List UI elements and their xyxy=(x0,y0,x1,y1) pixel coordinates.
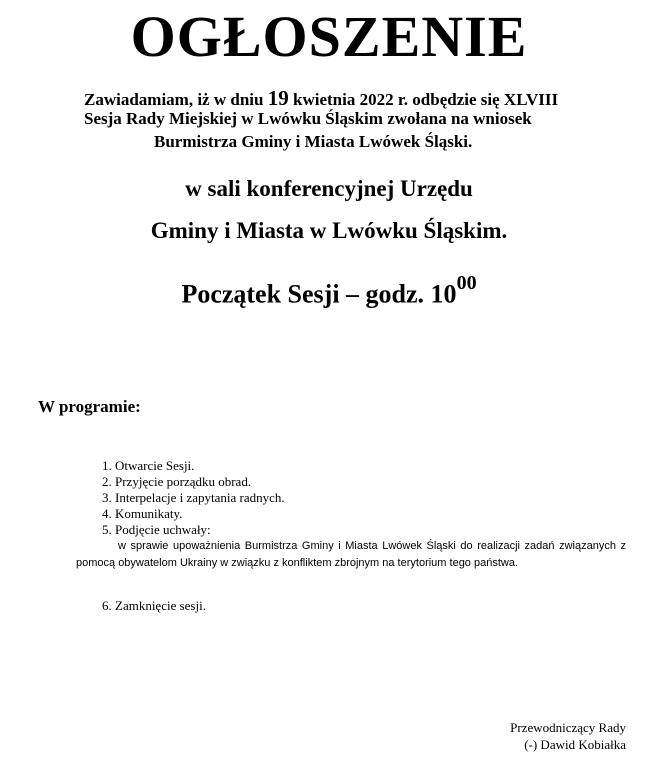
intro-line-2: Sesja Rady Miejskiej w Lwówku Śląskim zwołana na wniosek xyxy=(84,109,532,128)
start-minutes: 00 xyxy=(456,272,477,294)
signature-block xyxy=(510,719,626,753)
program-item-4: 4. Komunikaty. xyxy=(102,506,183,521)
start-label: Początek Sesji – godz. 10 xyxy=(181,279,457,309)
intro-line-1-end: kwietnia 2022 r. odbędzie się XLVIII xyxy=(292,90,559,109)
session-day: 19 xyxy=(267,86,289,110)
venue-line-1: w sali konferencyjnej Urzędu xyxy=(185,176,473,201)
venue-line-2: Gminy i Miasta w Lwówku Śląskim. xyxy=(150,218,508,243)
program-item-6: 6. Zamknięcie sesji. xyxy=(102,598,206,613)
program-item-5: 5. Podjęcie uchwały: xyxy=(102,522,211,537)
program-item-3: 3. Interpelacje i zapytania radnych. xyxy=(102,490,285,505)
program-heading: W programie: xyxy=(38,397,141,416)
page-title: OGŁOSZENIE xyxy=(130,4,528,69)
program-item-1: 1. Otwarcie Sesji. xyxy=(102,458,195,473)
signature-role: Przewodniczący Rady xyxy=(510,720,626,735)
session-start-time xyxy=(0,270,658,312)
signature-name: (-) Dawid Kobiałka xyxy=(524,737,626,752)
program-list xyxy=(102,458,285,538)
program-item-5-description: w sprawie upoważnienia Burmistrza Gminy i Miasta Lwówek Śląski do realizacji zadań związanych z pomocą obywatelom Ukrainy w związku z konfliktem zbrojnym na terytorium tego państwa. xyxy=(76,540,626,569)
intro-line-3: Burmistrza Gminy i Miasta Lwówek Śląski. xyxy=(154,132,473,151)
intro-line-1-start: Zawiadamiam, iż w dniu xyxy=(84,90,264,109)
program-item-2: 2. Przyjęcie porządku obrad. xyxy=(102,474,252,489)
